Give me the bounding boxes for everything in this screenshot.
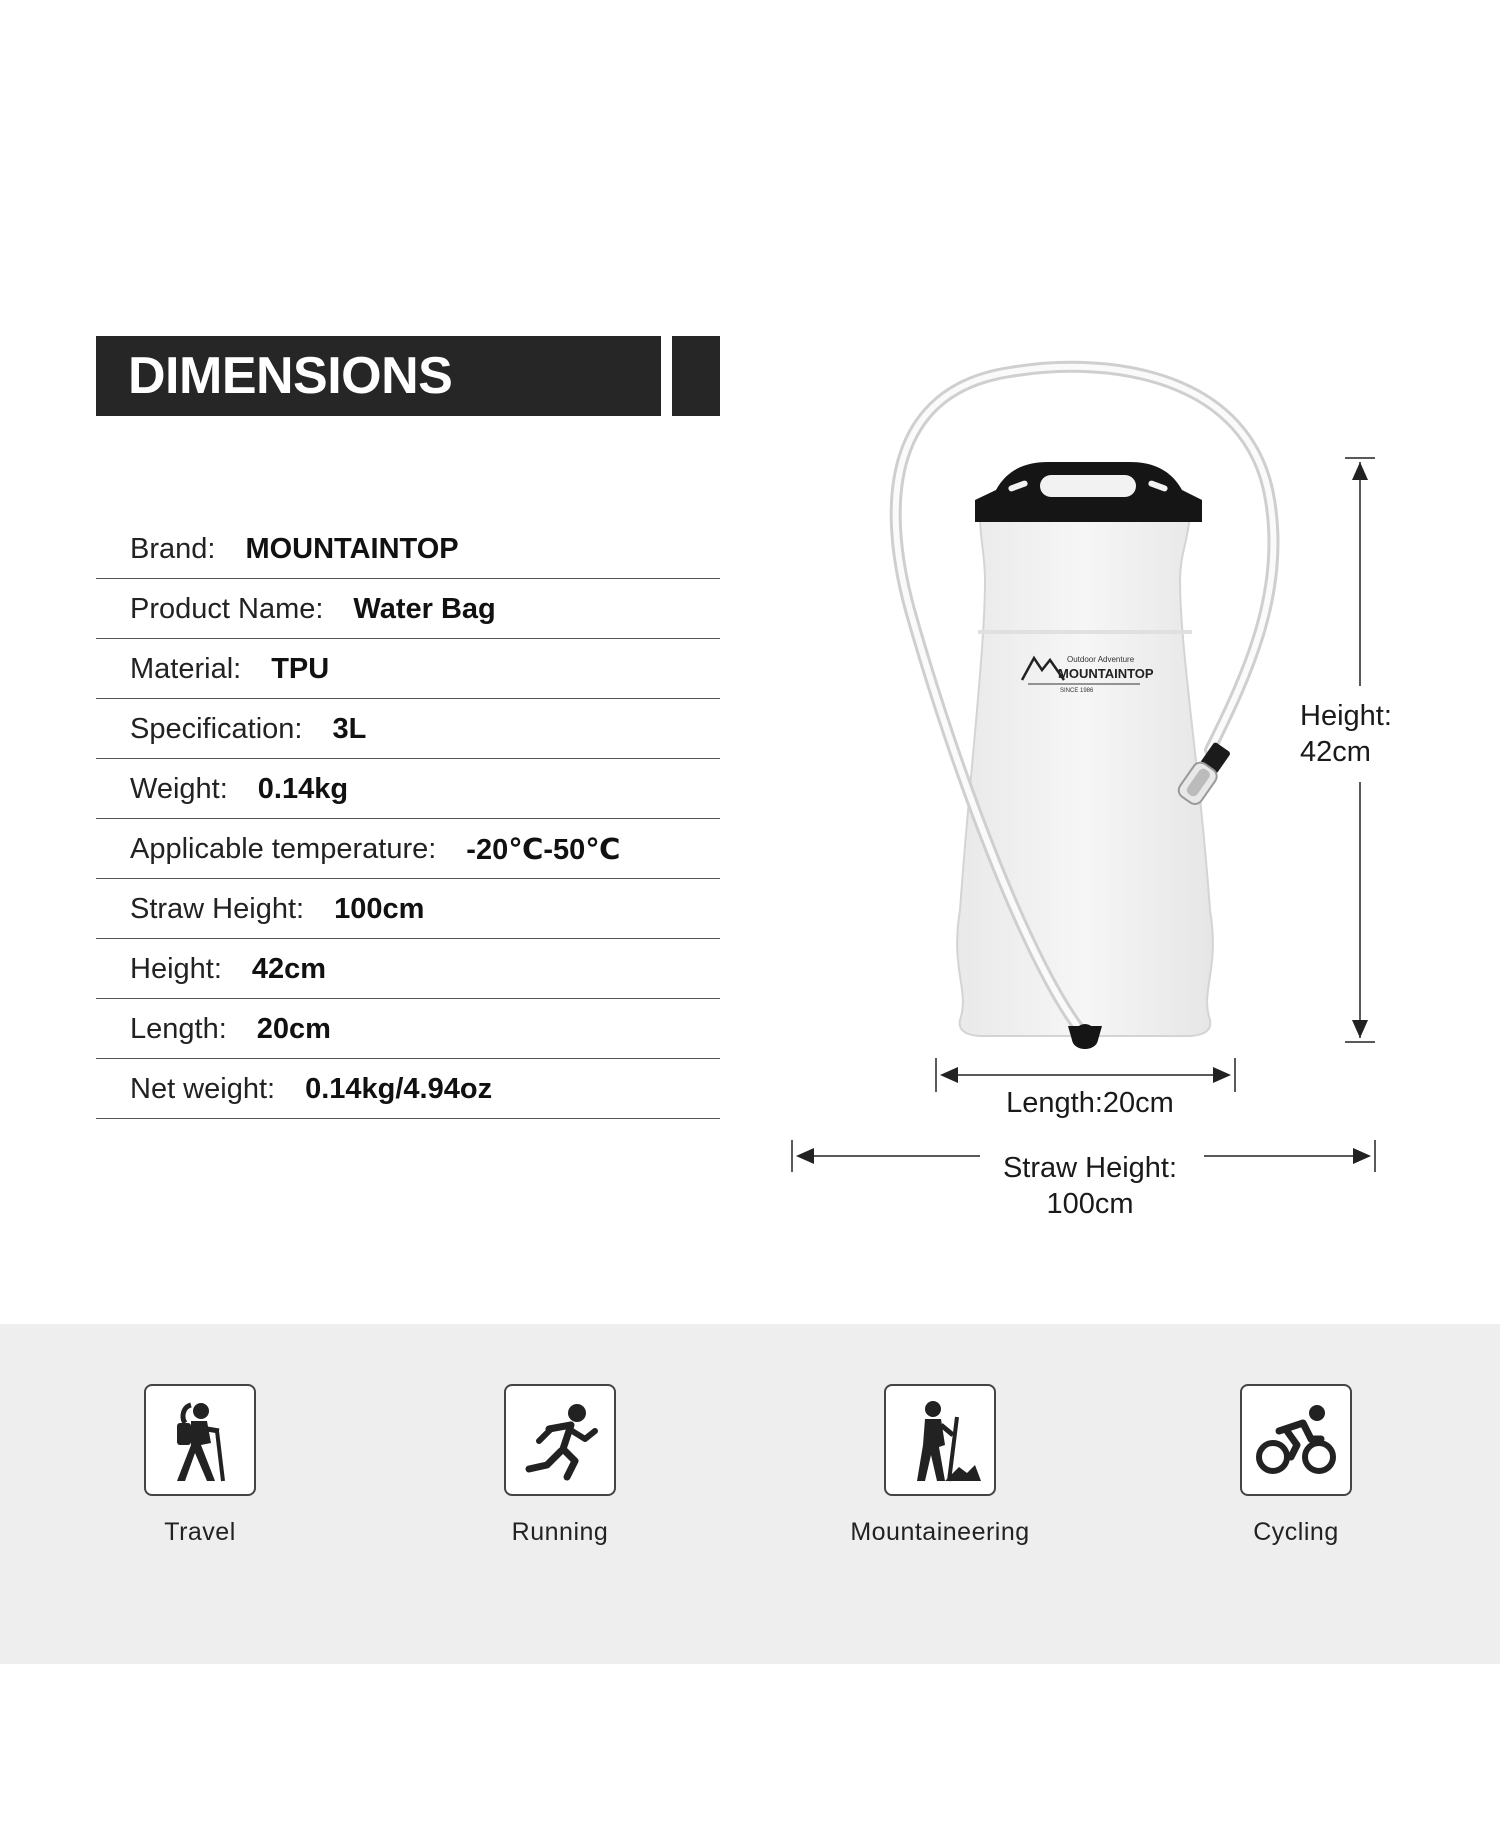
spec-row-length	[96, 1000, 720, 1059]
spec-row-straw-height	[96, 880, 720, 939]
running-icon	[504, 1384, 616, 1496]
activity-label: Running	[511, 1518, 609, 1546]
height-label-line-2: 42cm	[1300, 736, 1371, 768]
spec-table	[96, 520, 720, 1120]
spec-value: 20cm	[256, 1012, 331, 1045]
spec-label: Product Name:	[130, 592, 324, 625]
height-dimension-label	[1300, 698, 1392, 770]
straw-label-line-2: 100cm	[1046, 1188, 1134, 1220]
activity-travel	[70, 1384, 330, 1547]
spec-row-weight	[96, 760, 720, 819]
spec-label: Weight:	[130, 772, 228, 805]
bag-body	[957, 515, 1213, 1036]
spec-label: Applicable temperature:	[130, 832, 437, 865]
cycling-icon	[1240, 1384, 1352, 1496]
spec-label: Length:	[130, 1012, 227, 1045]
spec-row-brand	[96, 520, 720, 579]
activity-mountaineering	[810, 1384, 1070, 1547]
straw-height-dimension-label	[940, 1150, 1240, 1222]
straw-label-line-1: Straw Height:	[1002, 1152, 1178, 1184]
spec-label: Straw Height:	[130, 892, 305, 925]
spec-row-net-weight	[96, 1060, 720, 1119]
spec-label: Brand:	[130, 532, 216, 565]
logo-tagline: Outdoor Adventure	[1067, 655, 1135, 664]
spec-value: 42cm	[251, 952, 327, 985]
length-dimension-label: Length:20cm	[1006, 1087, 1174, 1119]
activity-label: Mountaineering	[850, 1518, 1030, 1546]
hiking-icon	[144, 1384, 256, 1496]
activity-running	[430, 1384, 690, 1547]
spec-value: -20℃-50℃	[466, 833, 621, 866]
spec-row-height	[96, 940, 720, 999]
spec-label: Height:	[130, 952, 222, 985]
spec-value: 3L	[332, 712, 367, 745]
spec-value: Water Bag	[353, 592, 496, 625]
spec-row-product-name	[96, 580, 720, 639]
spec-row-specification	[96, 700, 720, 759]
spec-label: Material:	[130, 652, 242, 685]
spec-value: MOUNTAINTOP	[245, 532, 459, 565]
spec-label: Net weight:	[130, 1072, 276, 1105]
spec-label: Specification:	[130, 712, 303, 745]
logo-brand: MOUNTAINTOP	[1058, 666, 1154, 681]
spec-value: 0.14kg/4.94oz	[305, 1072, 493, 1105]
activity-cycling	[1166, 1384, 1426, 1547]
activity-label: Travel	[164, 1518, 236, 1546]
spec-value: 0.14kg	[257, 772, 349, 805]
dimensions-heading	[96, 336, 661, 416]
heading-accent-block	[672, 336, 720, 416]
spec-row-material	[96, 640, 720, 699]
spec-row-temperature	[96, 820, 720, 879]
spec-value: 100cm	[334, 892, 425, 925]
mountaineering-icon	[884, 1384, 996, 1496]
height-label-line-1: Height:	[1300, 700, 1392, 732]
spec-value: TPU	[271, 652, 330, 685]
activity-label: Cycling	[1253, 1518, 1339, 1546]
heading-text: DIMENSIONS	[128, 347, 453, 405]
logo-since: SINCE 1986	[1060, 688, 1094, 694]
